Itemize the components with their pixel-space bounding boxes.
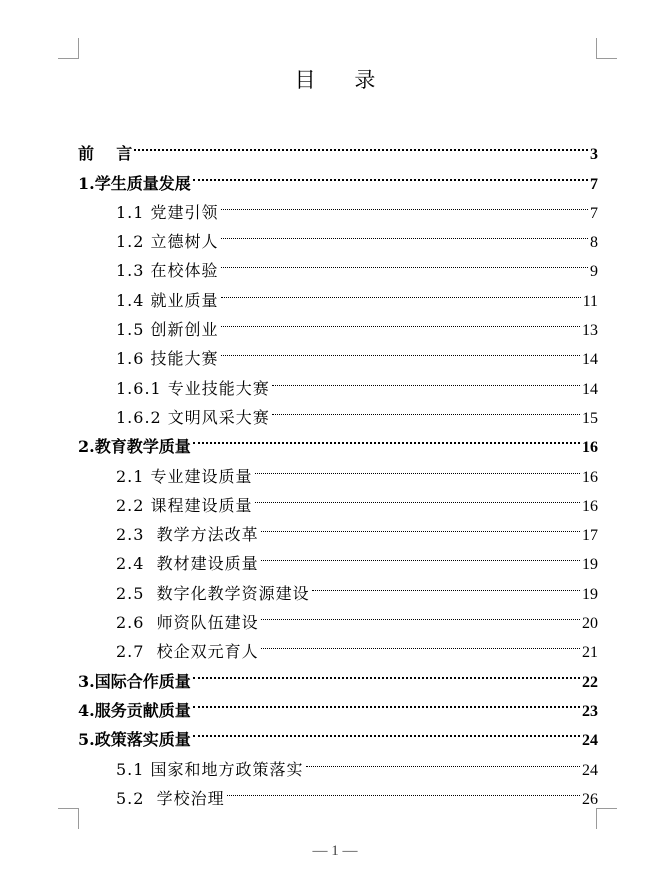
toc-entry-label: 1.学生质量发展	[78, 173, 191, 193]
toc-entry-label: 前 言	[78, 144, 133, 164]
toc-dot-leader	[227, 775, 580, 804]
toc-entry-page: 16	[582, 439, 598, 457]
toc-dot-leader	[221, 276, 581, 305]
toc-dot-leader	[261, 511, 580, 540]
toc-dot-leader	[221, 218, 588, 247]
toc-entry-label: 2.教育教学质量	[78, 437, 191, 457]
toc-dot-leader	[193, 423, 580, 452]
toc-entry-page: 15	[582, 409, 598, 427]
toc-entry-page: 19	[582, 585, 598, 603]
toc-entry-label: 5.1 国家和地方政策落实	[116, 759, 304, 779]
toc-dot-leader	[261, 628, 580, 657]
toc-entry-label: 1.3 在校体验	[116, 261, 219, 281]
toc-entry-page: 26	[582, 790, 598, 808]
toc-entry-label: 2.4 教材建设质量	[116, 554, 259, 574]
toc-dot-leader	[221, 306, 580, 335]
toc-dot-leader	[261, 599, 580, 628]
page-number: — 1 —	[312, 843, 358, 859]
table-of-contents	[78, 130, 598, 808]
toc-dot-leader	[221, 335, 580, 364]
toc-dot-leader	[193, 687, 580, 716]
crop-mark-top-right	[596, 38, 617, 59]
toc-entry-label: 1.1 党建引领	[116, 202, 219, 222]
toc-entry-page: 16	[582, 497, 598, 515]
toc-dot-leader	[193, 657, 580, 686]
toc-entry-page: 13	[582, 322, 598, 340]
toc-dot-leader	[306, 745, 580, 774]
toc-entry-label: 2.5 数字化教学资源建设	[116, 583, 310, 603]
toc-dot-leader	[221, 247, 588, 276]
toc-entry-label: 1.6.1 专业技能大赛	[116, 378, 270, 398]
toc-dot-leader	[312, 569, 580, 598]
toc-entry-page: 3	[590, 146, 598, 164]
toc-entry-label: 1.5 创新创业	[116, 320, 219, 340]
toc-entry-page: 21	[582, 644, 598, 662]
toc-entry-page: 17	[582, 527, 598, 545]
toc-entry-label: 2.2 课程建设质量	[116, 495, 253, 515]
toc-entry-page: 20	[582, 615, 598, 633]
toc-entry-page: 24	[582, 732, 598, 750]
toc-dot-leader	[255, 452, 580, 481]
toc-entry-page: 11	[582, 292, 598, 310]
page-title: 目 录	[294, 68, 392, 92]
toc-entry[interactable]	[78, 130, 598, 164]
toc-dot-leader	[193, 716, 580, 745]
toc-entry-label: 1.2 立德树人	[116, 232, 219, 252]
toc-entry-label: 5.政策落实质量	[78, 730, 191, 750]
toc-entry-page: 14	[582, 380, 598, 398]
toc-entry-page: 19	[582, 556, 598, 574]
toc-entry-page: 16	[582, 468, 598, 486]
toc-entry[interactable]	[78, 159, 598, 193]
toc-entry-label: 1.6 技能大赛	[116, 349, 219, 369]
crop-mark-bottom-right	[596, 808, 617, 829]
toc-dot-leader	[193, 159, 588, 188]
toc-entry-label: 4.服务贡献质量	[78, 700, 191, 720]
toc-dot-leader	[272, 364, 580, 393]
toc-entry-page: 7	[590, 204, 598, 222]
toc-entry-page: 14	[582, 351, 598, 369]
toc-dot-leader	[134, 130, 588, 159]
crop-mark-top-left	[58, 38, 79, 59]
toc-dot-leader	[255, 482, 580, 511]
toc-entry-label: 3.国际合作质量	[78, 671, 191, 691]
toc-entry-label: 5.2 学校治理	[116, 788, 225, 808]
toc-entry-label: 1.6.2 文明风采大赛	[116, 407, 270, 427]
toc-entry-label: 2.1 专业建设质量	[116, 466, 253, 486]
toc-entry-page: 9	[590, 263, 598, 281]
toc-entry-page: 24	[582, 761, 598, 779]
toc-entry-page: 8	[590, 234, 598, 252]
toc-entry-page: 23	[582, 702, 598, 720]
toc-dot-leader	[272, 394, 580, 423]
toc-entry-label: 2.3 教学方法改革	[116, 525, 259, 545]
toc-entry-label: 2.7 校企双元育人	[116, 642, 259, 662]
toc-dot-leader	[221, 189, 588, 218]
toc-entry-label: 1.4 就业质量	[116, 290, 219, 310]
toc-dot-leader	[261, 540, 580, 569]
toc-entry-page: 22	[582, 673, 598, 691]
toc-entry-page: 7	[590, 175, 598, 193]
toc-entry-label: 2.6 师资队伍建设	[116, 613, 259, 633]
crop-mark-bottom-left	[58, 808, 79, 829]
